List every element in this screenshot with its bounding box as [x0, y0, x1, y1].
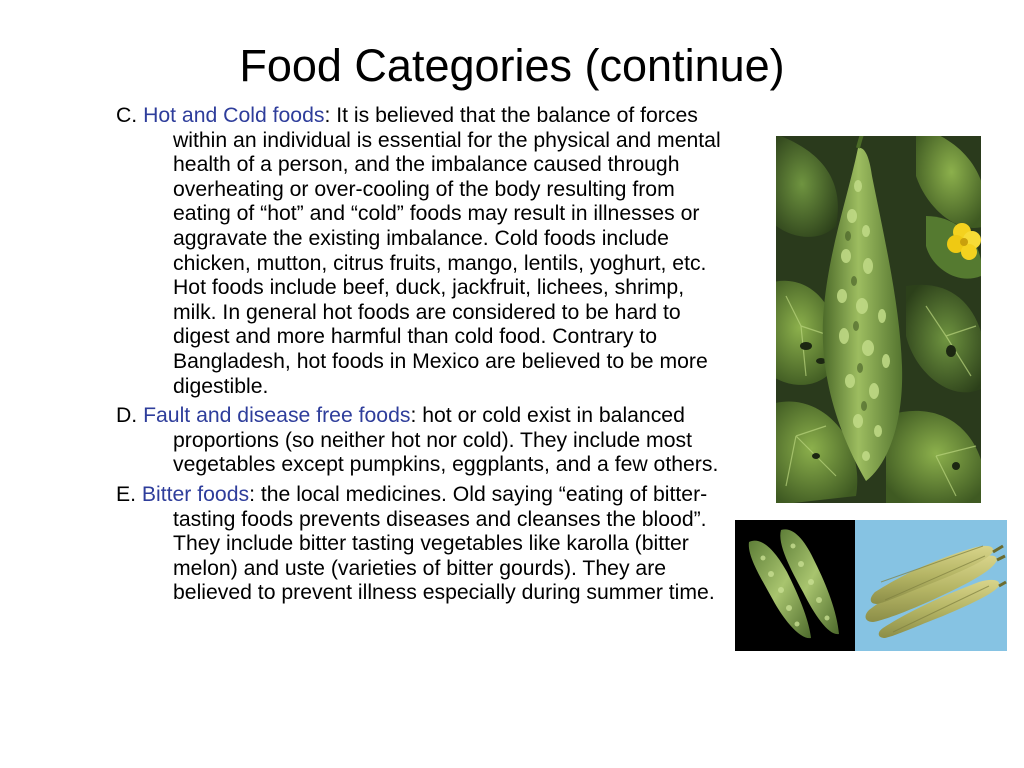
item-prefix: E.	[116, 482, 142, 506]
item-fault-and-disease-free-foods	[116, 404, 726, 478]
term-hot-and-cold-foods: Hot and Cold foods	[143, 104, 325, 127]
item-bitter-foods	[116, 483, 726, 606]
item-description: : It is believed that the balance of forces within an individual is essential for the physical and mental health of a person, and the imbalance caused through overheating or over-cooling of the body resulting from eating of “hot” and “cold” foods may result in illnesses or aggravate the existing imbalance. Cold foods include chicken, mutton, citrus fruits, mango, lentils, yoghurt, etc. Hot foods include beef, duck, jackfruit, lichees, shrimp, milk. In general hot foods are considered to be hard to digest and more harmful than cold food. Contrary to Bangladesh, hot foods in Mexico are believed to be more digestible.	[173, 104, 721, 398]
slide-title: Food Categories (continue)	[239, 40, 785, 91]
item-prefix: C.	[116, 104, 144, 127]
item-hot-and-cold-foods	[116, 104, 726, 399]
item-description: : the local medicines. Old saying “eating of bitter-tasting foods prevents diseases and cleanses the blood”. They include bitter tasting vegetables like karolla (bitter melon) and uste (varieties of bitter gourds). They are believed to prevent illness especially during summer time.	[173, 482, 715, 605]
bitter-melon-vine-photo	[776, 136, 981, 503]
term-bitter-foods: Bitter foods	[141, 482, 250, 506]
item-description: : hot or cold exist in balanced proportions (so neither hot nor cold). They include most vegetables except pumpkins, eggplants, and a few others.	[173, 404, 719, 477]
term-fault-and-disease-free-foods: Fault and disease free foods	[143, 404, 411, 428]
content-body	[116, 104, 726, 611]
item-prefix: D.	[116, 404, 144, 428]
bitter-gourds-photo	[735, 520, 1007, 651]
